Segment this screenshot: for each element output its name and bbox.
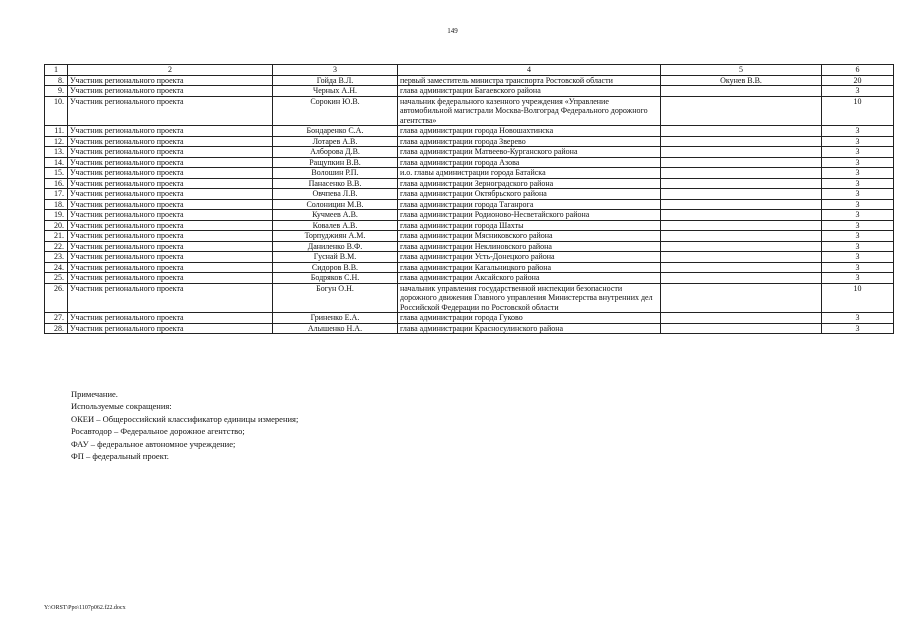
notes-line: ОКЕИ – Общероссийский классификатор единицы измерения; bbox=[71, 413, 299, 424]
name-cell: Черных А.Н. bbox=[273, 86, 398, 97]
position-cell: глава администрации Мясниковского района bbox=[398, 231, 661, 242]
row-number-cell: 22. bbox=[45, 241, 68, 252]
value-cell: 3 bbox=[822, 199, 894, 210]
value-cell: 3 bbox=[822, 231, 894, 242]
supervisor-cell bbox=[661, 96, 822, 126]
name-cell: Панасенко В.В. bbox=[273, 178, 398, 189]
name-cell: Лотарев А.В. bbox=[273, 136, 398, 147]
position-cell: глава администрации Красносулинского района bbox=[398, 323, 661, 334]
role-cell: Участник регионального проекта bbox=[68, 283, 273, 313]
value-cell: 3 bbox=[822, 126, 894, 137]
name-cell: Ращупкин В.В. bbox=[273, 157, 398, 168]
role-cell: Участник регионального проекта bbox=[68, 262, 273, 273]
role-cell: Участник регионального проекта bbox=[68, 323, 273, 334]
value-cell: 3 bbox=[822, 220, 894, 231]
table-row bbox=[45, 157, 894, 168]
file-path-footer: Y:\ORST\Ppo\1107p062.f22.docx bbox=[44, 605, 126, 611]
position-cell: глава администрации Родионово-Несветайского района bbox=[398, 210, 661, 221]
supervisor-cell bbox=[661, 199, 822, 210]
notes-title: Примечание. bbox=[71, 389, 118, 399]
supervisor-cell bbox=[661, 136, 822, 147]
notes-line: ФАУ – федеральное автономное учреждение; bbox=[71, 438, 236, 449]
supervisor-cell bbox=[661, 231, 822, 242]
table-row bbox=[45, 241, 894, 252]
name-cell: Торпуджиян А.М. bbox=[273, 231, 398, 242]
supervisor-cell bbox=[661, 313, 822, 324]
value-cell: 3 bbox=[822, 178, 894, 189]
name-cell: Даниленко В.Ф. bbox=[273, 241, 398, 252]
table-row bbox=[45, 136, 894, 147]
role-cell: Участник регионального проекта bbox=[68, 147, 273, 158]
value-cell: 3 bbox=[822, 262, 894, 273]
role-cell: Участник регионального проекта bbox=[68, 126, 273, 137]
position-cell: глава администрации города Новошахтинска bbox=[398, 126, 661, 137]
supervisor-cell bbox=[661, 168, 822, 179]
row-number-cell: 13. bbox=[45, 147, 68, 158]
table-row bbox=[45, 262, 894, 273]
row-number-cell: 25. bbox=[45, 273, 68, 284]
supervisor-cell bbox=[661, 262, 822, 273]
name-cell: Ковалев А.В. bbox=[273, 220, 398, 231]
value-cell: 3 bbox=[822, 210, 894, 221]
value-cell: 3 bbox=[822, 252, 894, 263]
table-row bbox=[45, 96, 894, 126]
name-cell: Бондаренко С.А. bbox=[273, 126, 398, 137]
position-cell: глава администрации Багаевского района bbox=[398, 86, 661, 97]
value-cell: 3 bbox=[822, 86, 894, 97]
supervisor-cell: Окунев В.В. bbox=[661, 75, 822, 86]
name-cell: Богун О.Н. bbox=[273, 283, 398, 313]
table-body bbox=[45, 65, 894, 334]
role-cell: Участник регионального проекта bbox=[68, 168, 273, 179]
position-cell: первый заместитель министра транспорта Ростовской области bbox=[398, 75, 661, 86]
row-number-cell: 12. bbox=[45, 136, 68, 147]
name-cell: Волошин Р.П. bbox=[273, 168, 398, 179]
row-number-cell: 15. bbox=[45, 168, 68, 179]
role-cell: Участник регионального проекта bbox=[68, 75, 273, 86]
role-cell: Участник регионального проекта bbox=[68, 231, 273, 242]
name-cell: Сорокин Ю.В. bbox=[273, 96, 398, 126]
position-cell: глава администрации Зерноградского района bbox=[398, 178, 661, 189]
role-cell: Участник регионального проекта bbox=[68, 199, 273, 210]
participants-table bbox=[44, 64, 894, 334]
position-cell: глава администрации Кагальницкого района bbox=[398, 262, 661, 273]
name-cell: Алборова Д.В. bbox=[273, 147, 398, 158]
row-number-cell: 11. bbox=[45, 126, 68, 137]
table-row bbox=[45, 189, 894, 200]
row-number-cell: 27. bbox=[45, 313, 68, 324]
table-row bbox=[45, 178, 894, 189]
row-number-cell: 10. bbox=[45, 96, 68, 126]
name-cell: Гуснай В.М. bbox=[273, 252, 398, 263]
value-cell: 10 bbox=[822, 96, 894, 126]
name-cell: Солоницин М.В. bbox=[273, 199, 398, 210]
role-cell: Участник регионального проекта bbox=[68, 210, 273, 221]
position-cell: глава администрации города Шахты bbox=[398, 220, 661, 231]
table-row bbox=[45, 126, 894, 137]
table-row bbox=[45, 273, 894, 284]
row-number-cell: 17. bbox=[45, 189, 68, 200]
position-cell: глава администрации города Гуково bbox=[398, 313, 661, 324]
name-cell: Гриненко Е.А. bbox=[273, 313, 398, 324]
column-header: 1 bbox=[45, 65, 68, 76]
row-number-cell: 18. bbox=[45, 199, 68, 210]
value-cell: 3 bbox=[822, 168, 894, 179]
row-number-cell: 16. bbox=[45, 178, 68, 189]
supervisor-cell bbox=[661, 252, 822, 263]
value-cell: 10 bbox=[822, 283, 894, 313]
supervisor-cell bbox=[661, 220, 822, 231]
supervisor-cell bbox=[661, 189, 822, 200]
row-number-cell: 24. bbox=[45, 262, 68, 273]
notes-line: Росавтодор – Федеральное дорожное агентство; bbox=[71, 426, 245, 437]
position-cell: глава администрации города Зверево bbox=[398, 136, 661, 147]
value-cell: 3 bbox=[822, 241, 894, 252]
position-cell: глава администрации Усть-Донецкого района bbox=[398, 252, 661, 263]
row-number-cell: 21. bbox=[45, 231, 68, 242]
position-cell: глава администрации Матвеево-Курганского района bbox=[398, 147, 661, 158]
value-cell: 20 bbox=[822, 75, 894, 86]
table-row bbox=[45, 323, 894, 334]
name-cell: Гойда В.Л. bbox=[273, 75, 398, 86]
name-cell: Сидоров В.В. bbox=[273, 262, 398, 273]
table-row bbox=[45, 313, 894, 324]
row-number-cell: 26. bbox=[45, 283, 68, 313]
supervisor-cell bbox=[661, 147, 822, 158]
table-row bbox=[45, 147, 894, 158]
table-row bbox=[45, 199, 894, 210]
role-cell: Участник регионального проекта bbox=[68, 220, 273, 231]
position-cell: глава администрации Аксайского района bbox=[398, 273, 661, 284]
table-row bbox=[45, 220, 894, 231]
row-number-cell: 8. bbox=[45, 75, 68, 86]
name-cell: Бодряков С.Н. bbox=[273, 273, 398, 284]
value-cell: 3 bbox=[822, 323, 894, 334]
role-cell: Участник регионального проекта bbox=[68, 96, 273, 126]
role-cell: Участник регионального проекта bbox=[68, 178, 273, 189]
supervisor-cell bbox=[661, 157, 822, 168]
table-row bbox=[45, 252, 894, 263]
position-cell: глава администрации города Азова bbox=[398, 157, 661, 168]
name-cell: Алышенко Н.А. bbox=[273, 323, 398, 334]
table-header-row bbox=[45, 65, 894, 76]
position-cell: глава администрации Неклиновского района bbox=[398, 241, 661, 252]
value-cell: 3 bbox=[822, 157, 894, 168]
role-cell: Участник регионального проекта bbox=[68, 136, 273, 147]
supervisor-cell bbox=[661, 210, 822, 221]
supervisor-cell bbox=[661, 241, 822, 252]
role-cell: Участник регионального проекта bbox=[68, 86, 273, 97]
table-row bbox=[45, 86, 894, 97]
supervisor-cell bbox=[661, 86, 822, 97]
role-cell: Участник регионального проекта bbox=[68, 189, 273, 200]
supervisor-cell bbox=[661, 273, 822, 284]
column-header: 6 bbox=[822, 65, 894, 76]
notes-line: ФП – федеральный проект. bbox=[71, 451, 169, 462]
row-number-cell: 19. bbox=[45, 210, 68, 221]
position-cell: глава администрации Октябрьского района bbox=[398, 189, 661, 200]
value-cell: 3 bbox=[822, 136, 894, 147]
row-number-cell: 20. bbox=[45, 220, 68, 231]
row-number-cell: 14. bbox=[45, 157, 68, 168]
role-cell: Участник регионального проекта bbox=[68, 241, 273, 252]
table-row bbox=[45, 168, 894, 179]
value-cell: 3 bbox=[822, 189, 894, 200]
notes-block bbox=[71, 388, 298, 462]
supervisor-cell bbox=[661, 126, 822, 137]
value-cell: 3 bbox=[822, 273, 894, 284]
position-cell: глава администрации города Таганрога bbox=[398, 199, 661, 210]
column-header: 2 bbox=[68, 65, 273, 76]
position-cell: начальник федерального казенного учреждения «Управление автомобильной магистрали Москва-Волгоград Федерального дорожного агентства» bbox=[398, 96, 661, 126]
page-number: 149 bbox=[447, 27, 458, 35]
row-number-cell: 23. bbox=[45, 252, 68, 263]
value-cell: 3 bbox=[822, 313, 894, 324]
table-row bbox=[45, 283, 894, 313]
notes-line: Используемые сокращения: bbox=[71, 401, 172, 412]
role-cell: Участник регионального проекта bbox=[68, 252, 273, 263]
role-cell: Участник регионального проекта bbox=[68, 157, 273, 168]
supervisor-cell bbox=[661, 283, 822, 313]
column-header: 5 bbox=[661, 65, 822, 76]
table-row bbox=[45, 75, 894, 86]
name-cell: Овчпева Л.В. bbox=[273, 189, 398, 200]
role-cell: Участник регионального проекта bbox=[68, 273, 273, 284]
row-number-cell: 28. bbox=[45, 323, 68, 334]
row-number-cell: 9. bbox=[45, 86, 68, 97]
position-cell: начальник управления государственной инспекции безопасности дорожного движения Главного управления Министерства внутренних дел Российской Федерации по Ростовской области bbox=[398, 283, 661, 313]
column-header: 3 bbox=[273, 65, 398, 76]
value-cell: 3 bbox=[822, 147, 894, 158]
role-cell: Участник регионального проекта bbox=[68, 313, 273, 324]
position-cell: и.о. главы администрации города Батайска bbox=[398, 168, 661, 179]
name-cell: Кучмеев А.В. bbox=[273, 210, 398, 221]
table-row bbox=[45, 231, 894, 242]
column-header: 4 bbox=[398, 65, 661, 76]
supervisor-cell bbox=[661, 323, 822, 334]
supervisor-cell bbox=[661, 178, 822, 189]
table-row bbox=[45, 210, 894, 221]
